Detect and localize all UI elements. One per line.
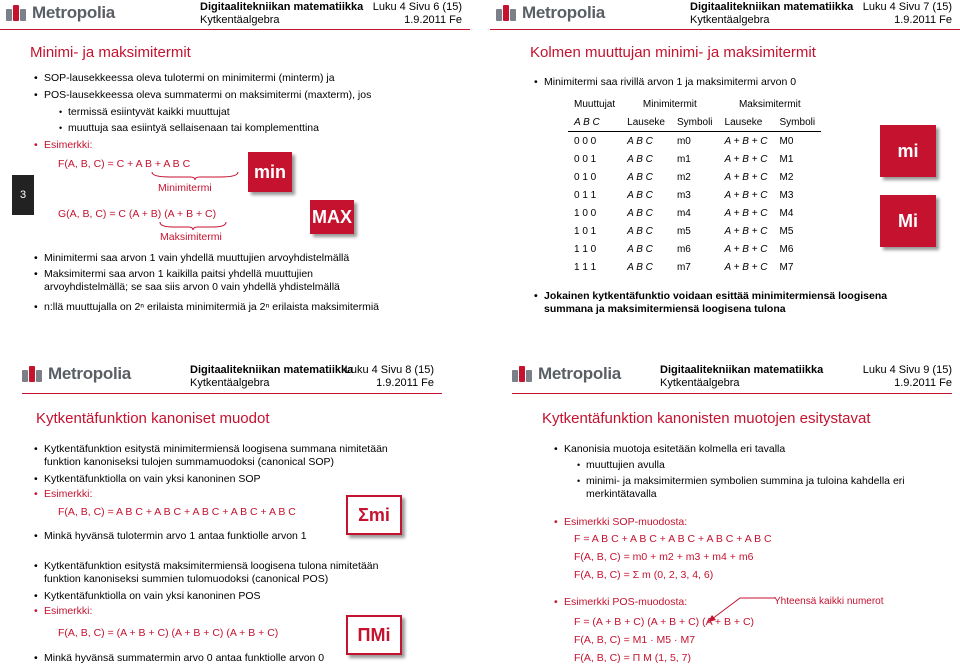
bullet-sop-1: • Kytkentäfunktion esitystä minimitermiensä loogisena summana nimitetään (44, 443, 388, 456)
date: 1.9.2011 Fe (894, 14, 952, 26)
table-row: 1 1 0 A B C m6 A + B + C M6 (574, 243, 794, 255)
th-abc: A B C (574, 116, 600, 128)
formula-f: F(A, B, C) = C + A B + A B C (58, 158, 191, 170)
slide-header (0, 0, 470, 26)
bullet-three-ways: • Kanonisia muotoja esitetään kolmella eri tavalla (564, 443, 785, 456)
th-vars: Muuttujat (574, 98, 616, 110)
date: 1.9.2011 Fe (376, 377, 434, 389)
note-line-1: • Jokainen kytkentäfunktio voidaan esittää minimitermiensä loogisena (544, 290, 887, 303)
bullet-pos-2: funktion kanoniseksi summien tulomuodoksi (canonical POS) (44, 573, 329, 585)
metropolia-logo-icon (22, 364, 44, 384)
slide-page-7 (490, 0, 960, 325)
metropolia-logo (22, 364, 131, 384)
table-row: 0 1 0 A B C m2 A + B + C M2 (574, 171, 794, 183)
formula-sop-vars: F = A B C + A B C + A B C + A B C + A B C (574, 533, 772, 545)
slide-title: Kytkentäfunktion kanoniset muodot (36, 410, 270, 427)
slide-title: Minimi- ja maksimitermit (30, 44, 191, 61)
slide-title: Kolmen muuttujan minimi- ja maksimitermit (530, 44, 816, 61)
sub-bullet-vars: • muuttujien avulla (586, 459, 665, 472)
date: 1.9.2011 Fe (404, 14, 462, 26)
min-badge: min (248, 152, 292, 192)
table-row: 1 1 1 A B C m7 A + B + C M7 (574, 261, 794, 273)
th-sym-min: Symboli (676, 116, 713, 128)
logo-text: Metropolia (538, 364, 621, 383)
table-row: 1 0 0 A B C m4 A + B + C M4 (574, 207, 794, 219)
logo-text: Metropolia (32, 3, 115, 22)
bullet-maxterm-value-2: arvoyhdistelmällä; se saa siis arvon 0 vain yhdellä yhdistelmällä (44, 281, 340, 293)
page-number: Luku 4 Sivu 6 (15) (372, 1, 462, 13)
formula-pos-pi: F(A, B, C) = Π M (1, 5, 7) (574, 652, 691, 664)
bullet-minterm-def: • SOP-lausekkeessa oleva tulotermi on minimitermi (minterm) ja (44, 72, 335, 85)
table-row: 0 1 1 A B C m3 A + B + C M3 (574, 189, 794, 201)
example-sop-label: • Esimerkki SOP-muodosta: (564, 516, 687, 529)
table-row: 1 0 1 A B C m5 A + B + C M5 (574, 225, 794, 237)
minterm-maxterm-table (568, 95, 821, 276)
bullet-maxterm-value-1: • Maksimitermi saa arvon 1 kaikilla paitsi yhdellä muuttujien (44, 268, 313, 281)
example-pos-label: • Esimerkki POS-muodosta: (564, 596, 687, 609)
topic-name: Kytkentäalgebra (200, 14, 280, 26)
formula-g: G(A, B, C) = C (A + B) (A + B + C) (58, 208, 217, 220)
page-number: Luku 4 Sivu 7 (15) (862, 1, 952, 13)
divider (490, 29, 960, 30)
note-line-2: summana ja maksimitermiensä loogisena tulona (544, 303, 786, 315)
slide-page-6 (0, 0, 470, 325)
course-name: Digitaalitekniikan matematiikka (200, 1, 364, 13)
brace-minterm (150, 170, 240, 180)
bullet-intro: • Minimitermi saa rivillä arvon 1 ja maksimitermi arvon 0 (544, 76, 796, 89)
bullet-pos-1: • Kytkentäfunktion esitystä maksimitermiensä loogisena tulona nimitetään (44, 560, 378, 573)
table-row: 0 0 1 A B C m1 A + B + C M1 (574, 153, 794, 165)
sub-bullet-complement: • muuttuja saa esiintyä sellaisenaan tai komplementtina (68, 122, 319, 135)
formula-pos-vars: F = (A + B + C) (A + B + C) (A + B + C) (574, 616, 755, 628)
logo-text: Metropolia (48, 364, 131, 383)
bullet-maxterm-def: • POS-lausekkeessa oleva summatermi on maksimitermi (maxterm), jos (44, 89, 371, 102)
bullet-one-sop: • Kytkentäfunktiolla on vain yksi kanoninen SOP (44, 473, 261, 486)
formula-pos-symbols: F(A, B, C) = M1 · M5 · M7 (574, 634, 696, 646)
bullet-one-pos: • Kytkentäfunktiolla on vain yksi kanoninen POS (44, 590, 261, 603)
slide-header (490, 0, 960, 26)
th-maxterms: Maksimitermit (738, 98, 801, 110)
metropolia-logo-icon (496, 3, 518, 23)
th-expr-min: Lauseke (627, 116, 665, 128)
slide-header (0, 340, 470, 389)
formula-sop: F(A, B, C) = A B C + A B C + A B C + A B C + A B C (58, 506, 296, 518)
metropolia-logo (6, 3, 115, 23)
example-label-1: • Esimerkki: (44, 488, 92, 501)
example-label-2: • Esimerkki: (44, 605, 92, 618)
sub-bullet-symbols-2: merkintätavalla (586, 488, 657, 500)
mi-badge: mi (880, 125, 936, 177)
metropolia-logo-icon (6, 3, 28, 23)
page-number: Luku 4 Sivu 9 (15) (862, 364, 952, 376)
max-badge: MAX (310, 200, 354, 234)
bullet-sop-value: • Minkä hyvänsä tulotermin arvo 1 antaa funktiolle arvon 1 (44, 530, 307, 543)
sigma-mi-badge: Σmi (346, 495, 402, 535)
label-minterm: Minimitermi (158, 182, 212, 194)
table-row: 0 0 0 A B C m0 A + B + C M0 (574, 135, 794, 147)
metropolia-logo-icon (512, 364, 534, 384)
bullet-pos-value: • Minkä hyvänsä summatermin arvo 0 antaa funktiolle arvon 0 (44, 652, 324, 665)
sub-bullet-all-vars: • termissä esiintyvät kaikki muuttujat (68, 106, 230, 119)
topic-name: Kytkentäalgebra (690, 14, 770, 26)
side-page-number: 3 (12, 175, 34, 215)
sub-bullet-symbols-1: • minimi- ja maksimitermien symbolien summina ja tuloina kahdella eri (586, 475, 905, 488)
metropolia-logo (512, 364, 621, 384)
metropolia-logo (496, 3, 605, 23)
pi-Mi-badge: ΠMi (346, 615, 402, 655)
topic-name: Kytkentäalgebra (660, 377, 740, 389)
slide-title: Kytkentäfunktion kanonisten muotojen esitystavat (542, 410, 871, 427)
note-all-numbers: Yhteensä kaikki numerot (774, 596, 884, 607)
topic-name: Kytkentäalgebra (190, 377, 270, 389)
formula-sop-sigma: F(A, B, C) = Σ m (0, 2, 3, 4, 6) (574, 569, 714, 581)
divider (0, 29, 470, 30)
th-minterms: Minimitermit (642, 98, 697, 110)
formula-sop-symbols: F(A, B, C) = m0 + m2 + m3 + m4 + m6 (574, 551, 754, 563)
date: 1.9.2011 Fe (894, 377, 952, 389)
label-maxterm: Maksimitermi (160, 231, 222, 243)
divider (22, 393, 442, 394)
bullet-sop-2: funktion kanoniseksi tulojen summamuodoksi (canonical SOP) (44, 456, 335, 468)
divider (512, 393, 952, 394)
Mi-badge: Mi (880, 195, 936, 247)
page-number: Luku 4 Sivu 8 (15) (344, 364, 434, 376)
slide-page-8 (0, 340, 470, 665)
course-name: Digitaalitekniikan matematiikka (660, 364, 824, 376)
th-sym-max: Symboli (779, 116, 816, 128)
bullet-count: • n:llä muuttujalla on 2ⁿ erilaista minimitermiä ja 2ⁿ erilaista maksimitermiä (44, 301, 379, 314)
logo-text: Metropolia (522, 3, 605, 22)
th-expr-max: Lauseke (724, 116, 763, 128)
example-label: • Esimerkki: (44, 139, 92, 152)
slide-header (490, 340, 960, 389)
slide-page-9 (490, 340, 960, 665)
bullet-minterm-value: • Minimitermi saa arvon 1 vain yhdellä muuttujien arvoyhdistelmällä (44, 252, 349, 265)
brace-maxterm (158, 220, 228, 230)
formula-pos: F(A, B, C) = (A + B + C) (A + B + C) (A + B + C) (58, 627, 279, 639)
course-name: Digitaalitekniikan matematiikka (690, 1, 854, 13)
course-name: Digitaalitekniikan matematiikka (190, 364, 354, 376)
